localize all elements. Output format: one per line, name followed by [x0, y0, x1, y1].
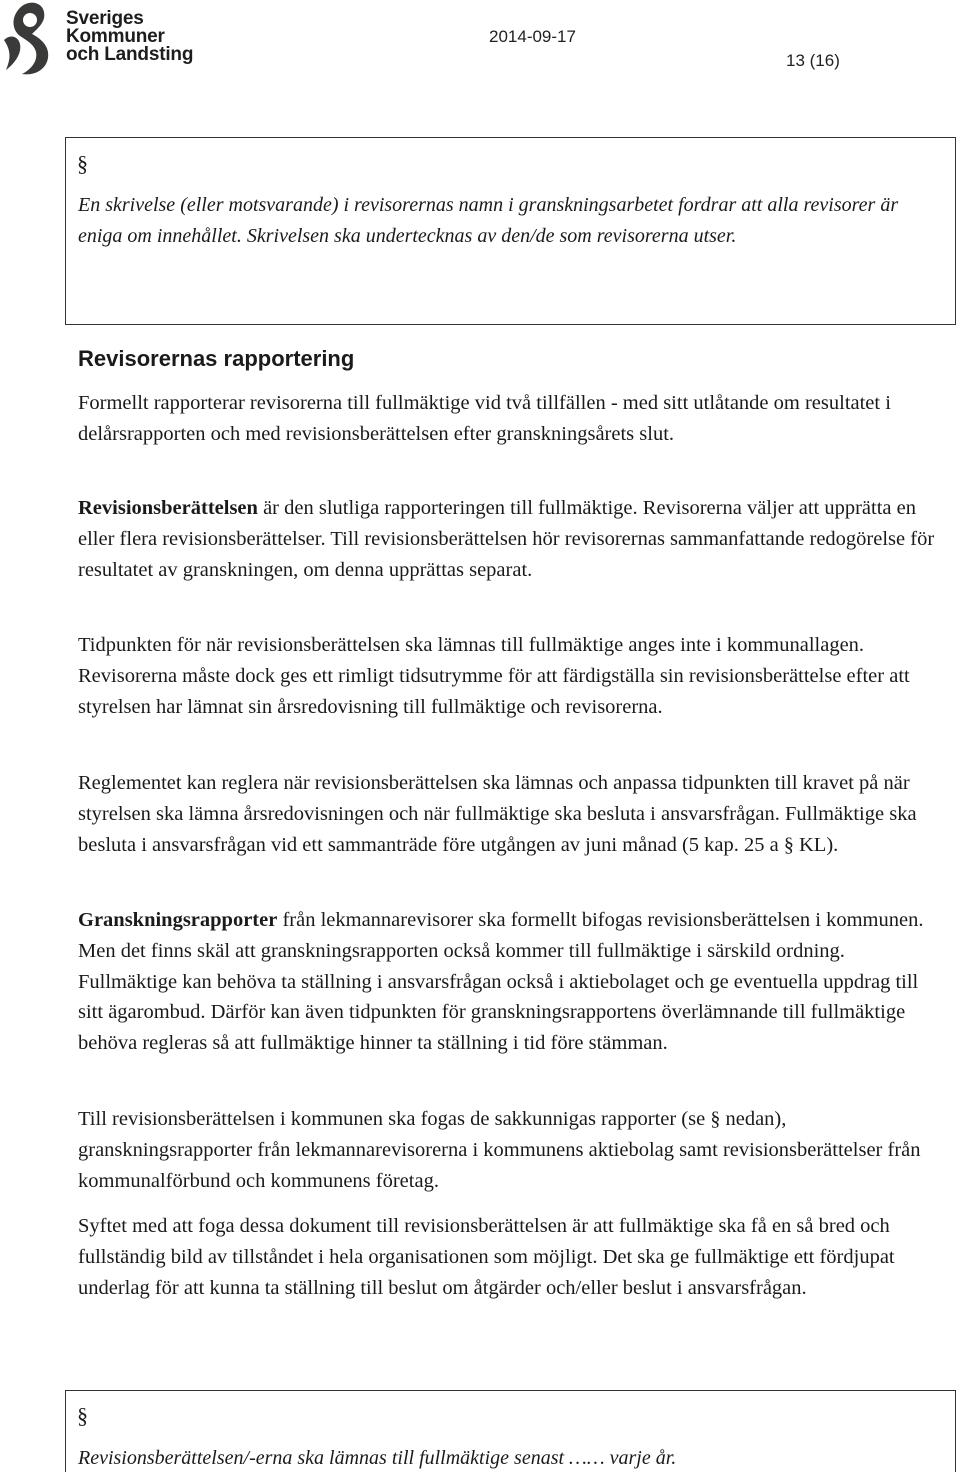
- org-name-line-2: Kommuner: [66, 26, 165, 47]
- paragraph-6-text: Till revisionsberättelsen i kommunen ska fogas de sakkunnigas rapporter (se: [78, 1108, 711, 1130]
- paragraph-1: Formellt rapporterar revisorerna till fullmäktige vid två tillfällen - med sitt utlåtande om resultatet i delårsrapporten och med revisionsberättelsen efter granskningsårets slut.: [78, 392, 891, 445]
- section-heading: Revisorernas rapportering: [78, 346, 355, 371]
- section-symbol: §: [77, 1403, 88, 1428]
- paragraph-2: [78, 493, 948, 585]
- paragraph-3: Tidpunkten för när revisionsberättelsen ska lämnas till fullmäktige anges inte i kommunallagen. Revisorerna måste dock ges ett rimligt tidsutrymme för att färdigställa sin revisionsberättelse efter att styrelsen har lämnat sin årsredovisning till fullmäktige och revisorerna.: [78, 634, 910, 718]
- paragraph-4-end: KL).: [793, 833, 839, 856]
- paragraph-4: [78, 768, 948, 860]
- bold-term: Revisionsberättelsen: [78, 497, 258, 519]
- org-name-line-3: och Landsting: [66, 44, 194, 65]
- paragraph-2-text: är den slutliga rapporteringen till fullmäktige. Revisorerna väljer att upprätta en eller flera revisionsberättelser. Till revisionsberättelsen hör revisorernas sammanfattande redogörelse för resultatet av granskningen, om denna upprättas separat.: [78, 497, 935, 581]
- paragraph-7: Syftet med att foga dessa dokument till revisionsberättelsen är att fullmäktige ska få en så bred och fullständig bild av tillståndet i hela organisationen som möjligt. Det ska ge fullmäktige ett fördjupat underlag för att kunna ta ställning till beslut om åtgärder och/eller beslut i ansvarsfrågan.: [78, 1215, 895, 1299]
- page-header: [0, 0, 960, 80]
- regulation-text: En skrivelse (eller motsvarande) i revisorernas namn i granskningsarbetet fordrar att alla revisorer är eniga om innehållet. Skrivelsen ska undertecknas av den/de som revisorerna utser.: [78, 194, 899, 247]
- bold-term: Granskningsrapporter: [78, 909, 278, 931]
- skl-logo-icon: [0, 0, 56, 76]
- section-symbol-inline: §: [783, 833, 794, 856]
- paragraph-5-text: från lekmannarevisorer ska formellt bifogas revisionsberättelsen i kommunen. Men det finns skäl att granskningsrapporten också kommer till fullmäktige i särskild ordning. Fullmäktige kan behöva ta ställning i ansvarsfrågan också i aktiebolaget och ge eventuella uppdrag till sitt ägarombud. Därför kan även tidpunkten för granskningsrapportens överlämnande till fullmäktige behöva regleras så att fullmäktige hinner ta ställning i tid före stämman.: [78, 909, 924, 1055]
- regulation-box-bottom: [65, 1390, 956, 1472]
- org-name-line-1: Sveriges: [66, 8, 144, 29]
- document-date: 2014-09-17: [489, 27, 576, 46]
- section-symbol-inline: §: [710, 1108, 721, 1130]
- org-logo-text: [66, 10, 193, 64]
- regulation-box-top: [65, 137, 956, 325]
- regulation-text: Revisionsberättelsen/-erna ska lämnas till fullmäktige senast …… varje år.: [78, 1447, 677, 1469]
- paragraph-6-end: nedan), granskningsrapporter från lekmannarevisorerna i kommunens aktiebolag samt revisionsberättelser från kommunalförbund och kommunens företag.: [78, 1108, 921, 1192]
- paragraph-6: [78, 1104, 948, 1196]
- paragraph-4-text: Reglementet kan reglera när revisionsberättelsen ska lämnas och anpassa tidpunkten till kravet på när styrelsen ska lämna årsredovisningen och när fullmäktige ska besluta i ansvarsfrågan. Fullmäktige ska besluta i ansvarsfrågan vid ett sammanträde före utgången av juni månad (5 kap. 25 a: [78, 772, 917, 856]
- paragraph-5: [78, 905, 948, 1059]
- section-symbol: §: [77, 151, 88, 176]
- page-number: 13 (16): [786, 51, 840, 70]
